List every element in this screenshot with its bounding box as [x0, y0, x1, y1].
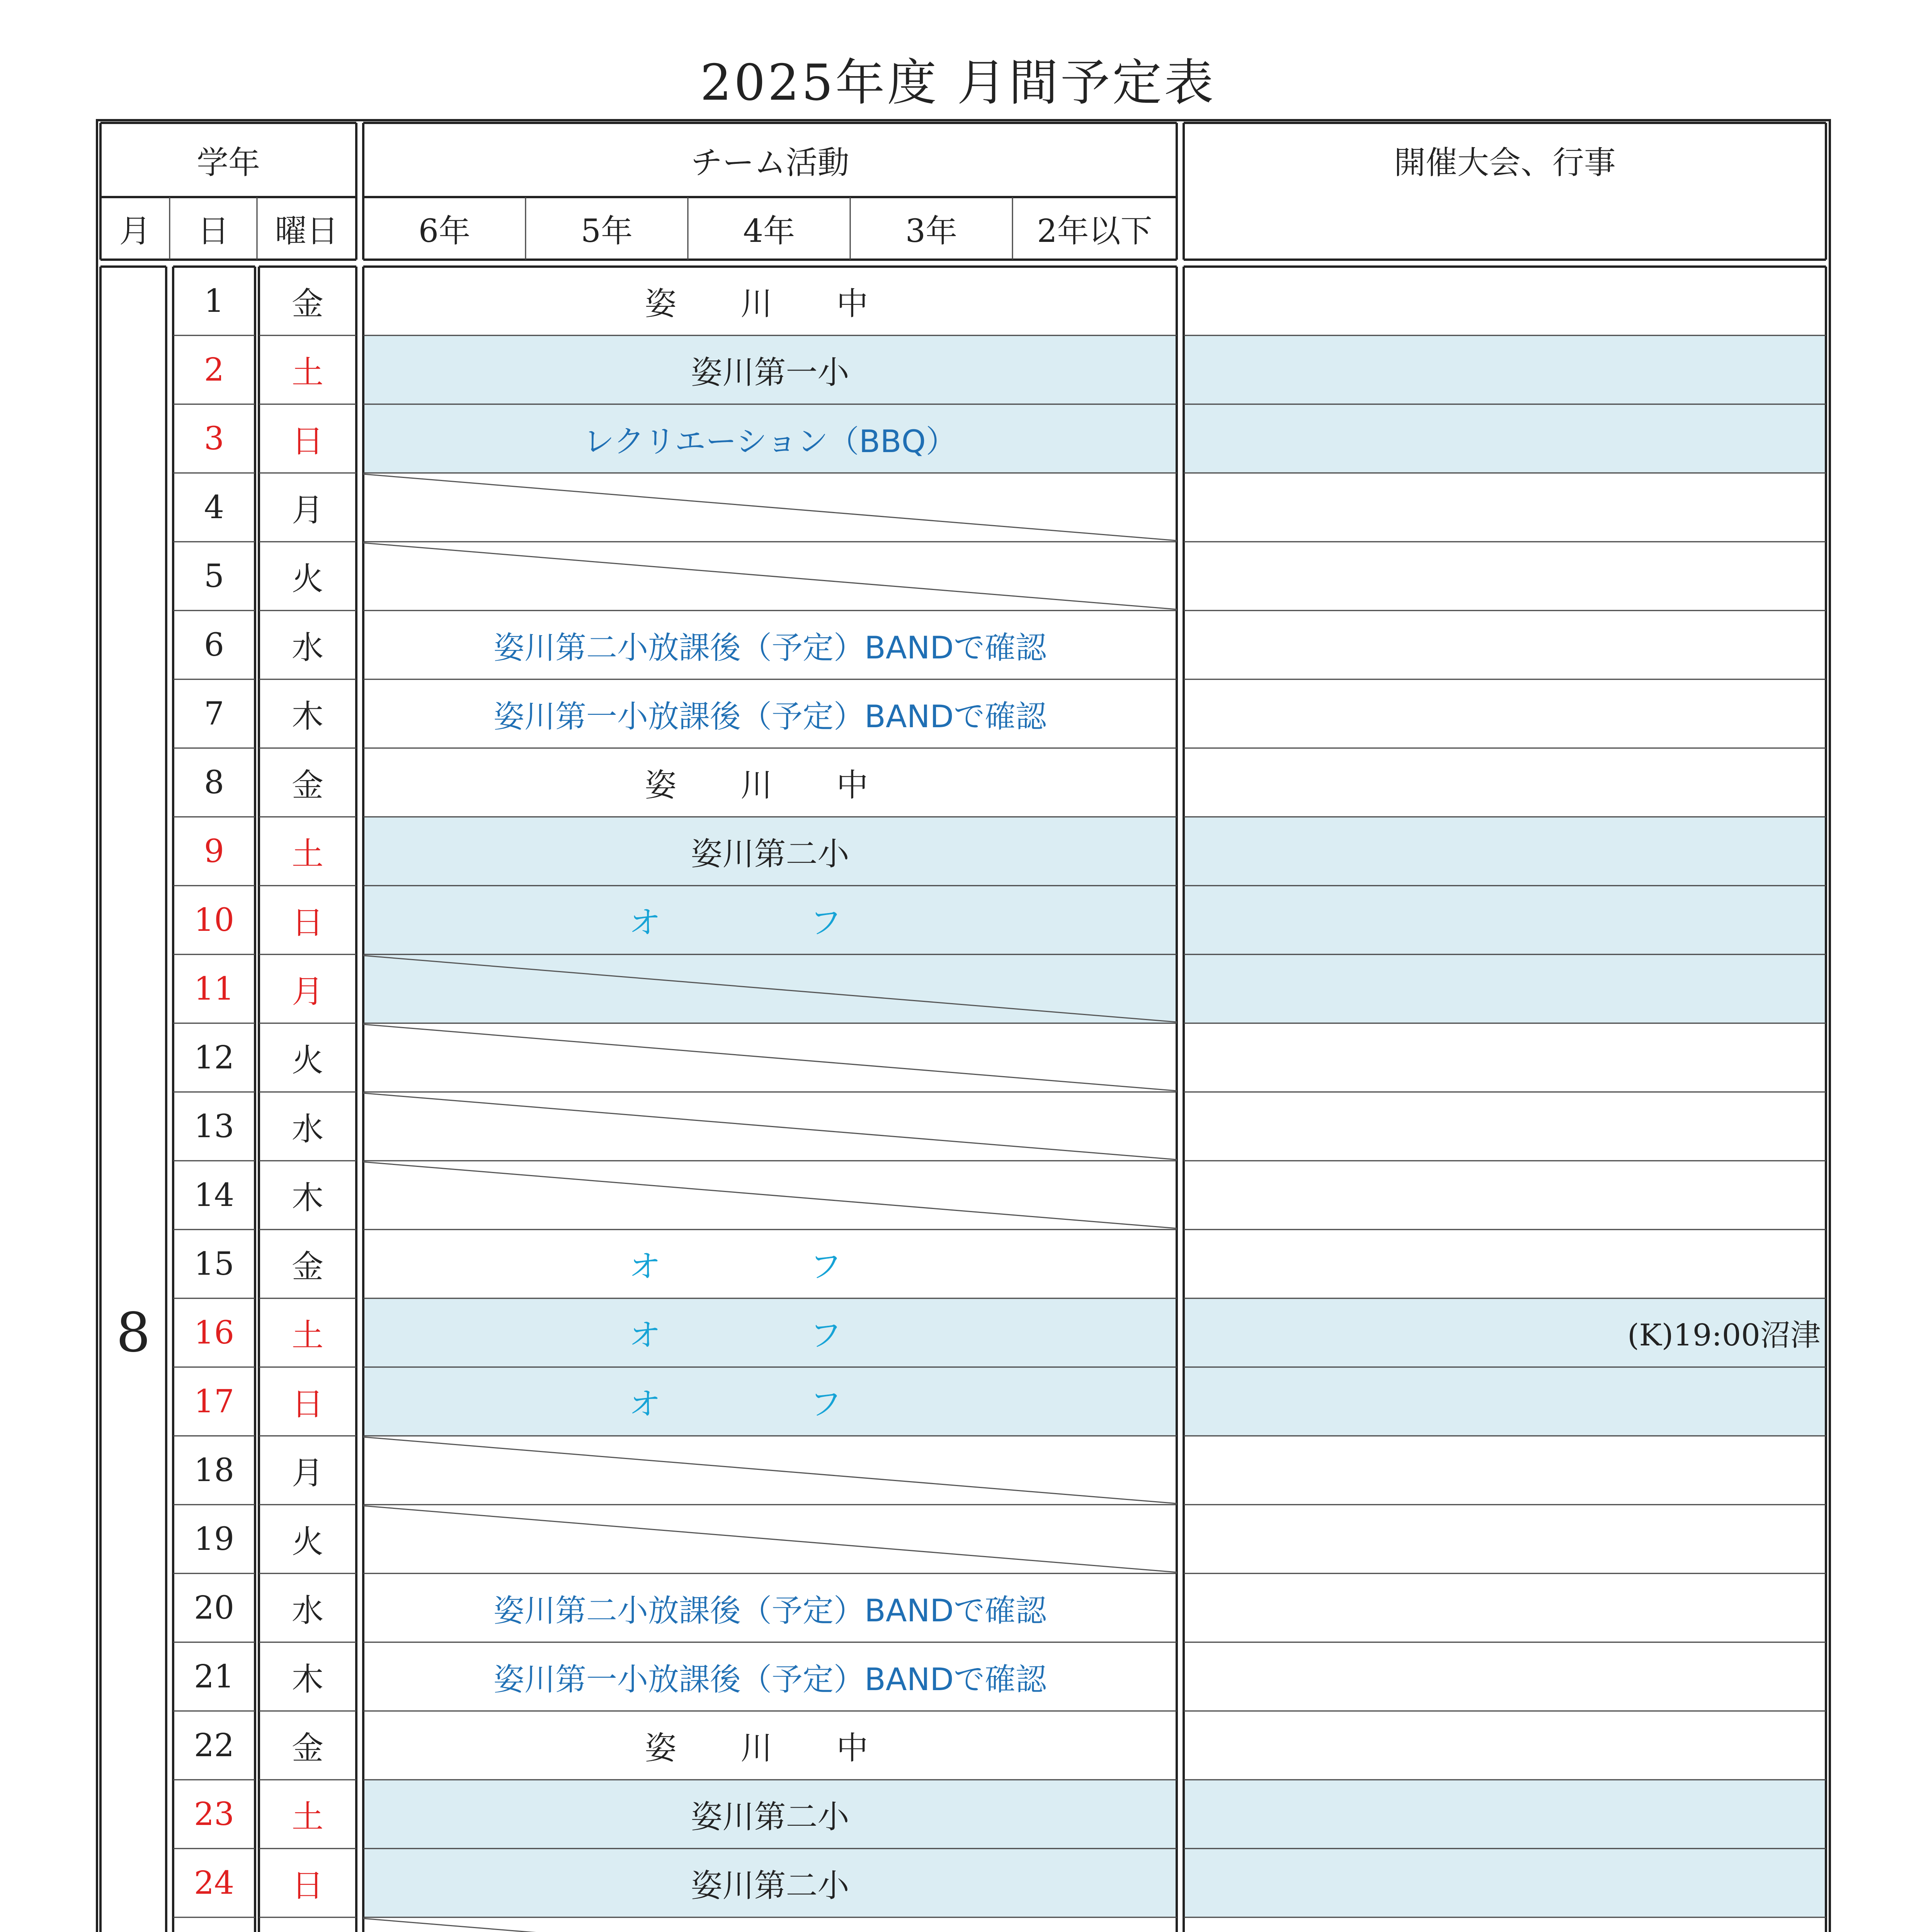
weekday-label: 木 — [291, 1661, 323, 1698]
activity-text: オ フ — [629, 1248, 911, 1285]
weekday-label: 土 — [291, 835, 323, 872]
row-24-event-shade — [1184, 1849, 1826, 1917]
activity-text: 姿 川 中 — [645, 285, 895, 322]
weekday-label: 日 — [291, 1386, 323, 1423]
header-grade-2: 5年 — [580, 213, 633, 250]
weekday-label: 金 — [291, 1730, 323, 1767]
day-number: 2 — [204, 351, 225, 388]
day-number: 22 — [194, 1727, 235, 1764]
weekday-label: 水 — [291, 629, 323, 666]
row-23-event-shade — [1184, 1780, 1826, 1849]
row-11-event-shade — [1184, 954, 1826, 1023]
activity-text: レクリエーション（BBQ） — [583, 423, 957, 459]
row-18-no-activity-diagonal — [363, 1437, 1177, 1503]
weekday-label: 土 — [291, 1798, 323, 1835]
activity-text: 姿川第二小放課後（予定）BANDで確認 — [493, 629, 1047, 666]
weekday-label: 月 — [291, 492, 323, 529]
weekday-label: 日 — [291, 423, 323, 460]
day-number: 7 — [204, 695, 225, 732]
activity-text: オ フ — [629, 904, 911, 941]
weekday-label: 火 — [291, 560, 323, 597]
day-number: 23 — [194, 1796, 235, 1833]
weekday-label: 水 — [291, 1592, 323, 1629]
weekday-label: 土 — [291, 1317, 323, 1354]
activity-text: 姿川第二小 — [691, 1798, 849, 1835]
weekday-label: 木 — [291, 1179, 323, 1216]
day-number — [173, 1917, 255, 1932]
activity-text: 姿川第一小放課後（予定）BANDで確認 — [493, 698, 1047, 735]
weekday-label: 日 — [291, 1867, 323, 1904]
weekday-label: 月 — [291, 973, 323, 1010]
header-team-activity: チーム活動 — [691, 144, 849, 181]
day-number: 12 — [194, 1039, 235, 1076]
header-grade-3: 4年 — [743, 213, 795, 250]
row-17-event-shade — [1184, 1367, 1826, 1436]
weekday-label: 火 — [291, 1042, 323, 1079]
day-number: 18 — [194, 1452, 235, 1489]
header-grade-5: 2年以下 — [1037, 213, 1152, 250]
page-title: 2025年度 月間予定表 — [700, 54, 1216, 112]
weekday-label: 日 — [291, 904, 323, 941]
weekday-label — [259, 1917, 356, 1932]
activity-text: 姿川第二小 — [691, 835, 849, 872]
row-19-no-activity-diagonal — [363, 1506, 1177, 1572]
day-number: 21 — [194, 1658, 235, 1695]
day-number: 20 — [194, 1589, 235, 1626]
row-4-no-activity-diagonal — [363, 474, 1177, 541]
activity-text: 姿川第一小放課後（予定）BANDで確認 — [493, 1661, 1047, 1697]
row-10-event-shade — [1184, 886, 1826, 954]
day-number: 16 — [194, 1314, 235, 1351]
day-number: 24 — [194, 1864, 235, 1901]
row-12-no-activity-diagonal — [363, 1024, 1177, 1091]
row-25-no-activity-diagonal — [363, 1918, 1177, 1932]
activity-text: オ フ — [629, 1386, 911, 1423]
activity-text: 姿 川 中 — [645, 767, 895, 804]
event-text: (K)19:00沼津 — [1627, 1318, 1821, 1353]
activity-text: オ フ — [629, 1317, 911, 1354]
day-number: 3 — [204, 420, 225, 457]
weekday-label: 金 — [291, 767, 323, 804]
day-number: 4 — [204, 489, 225, 526]
row-3-event-shade — [1184, 404, 1826, 473]
header-events: 開催大会、行事 — [1394, 144, 1616, 181]
day-number: 11 — [194, 970, 235, 1007]
row-13-no-activity-diagonal — [363, 1093, 1177, 1160]
day-number: 19 — [194, 1520, 235, 1558]
weekday-label: 金 — [291, 1248, 323, 1285]
row-5-no-activity-diagonal — [363, 543, 1177, 609]
day-number: 6 — [204, 626, 225, 663]
day-number: 10 — [194, 901, 235, 939]
row-14-no-activity-diagonal — [363, 1162, 1177, 1228]
row-9-event-shade — [1184, 817, 1826, 886]
header-month: 月 — [119, 213, 151, 250]
header-day: 日 — [197, 213, 229, 250]
header-grade: 学年 — [196, 144, 260, 181]
month-number: 8 — [116, 1301, 151, 1364]
day-number: 1 — [204, 282, 225, 320]
day-number: 17 — [194, 1383, 235, 1420]
activity-text: 姿川第二小 — [691, 1867, 849, 1904]
day-number: 15 — [194, 1245, 235, 1282]
weekday-label: 土 — [291, 354, 323, 391]
header-grade-1: 6年 — [418, 213, 471, 250]
weekday-label: 金 — [291, 285, 323, 322]
day-number: 14 — [194, 1177, 235, 1214]
day-number: 8 — [204, 764, 225, 801]
activity-text: 姿川第二小放課後（予定）BANDで確認 — [493, 1592, 1047, 1629]
activity-text: 姿 川 中 — [645, 1730, 895, 1767]
header-weekday: 曜日 — [275, 213, 339, 250]
weekday-label: 木 — [291, 698, 323, 735]
activity-text: 姿川第一小 — [691, 354, 849, 391]
weekday-label: 水 — [291, 1111, 323, 1148]
header-grade-4: 3年 — [905, 213, 958, 250]
weekday-label: 火 — [291, 1523, 323, 1560]
day-number: 13 — [194, 1108, 235, 1145]
weekday-label: 月 — [291, 1454, 323, 1492]
day-number: 9 — [204, 833, 225, 870]
day-number: 5 — [204, 558, 225, 595]
row-2-event-shade — [1184, 335, 1826, 404]
